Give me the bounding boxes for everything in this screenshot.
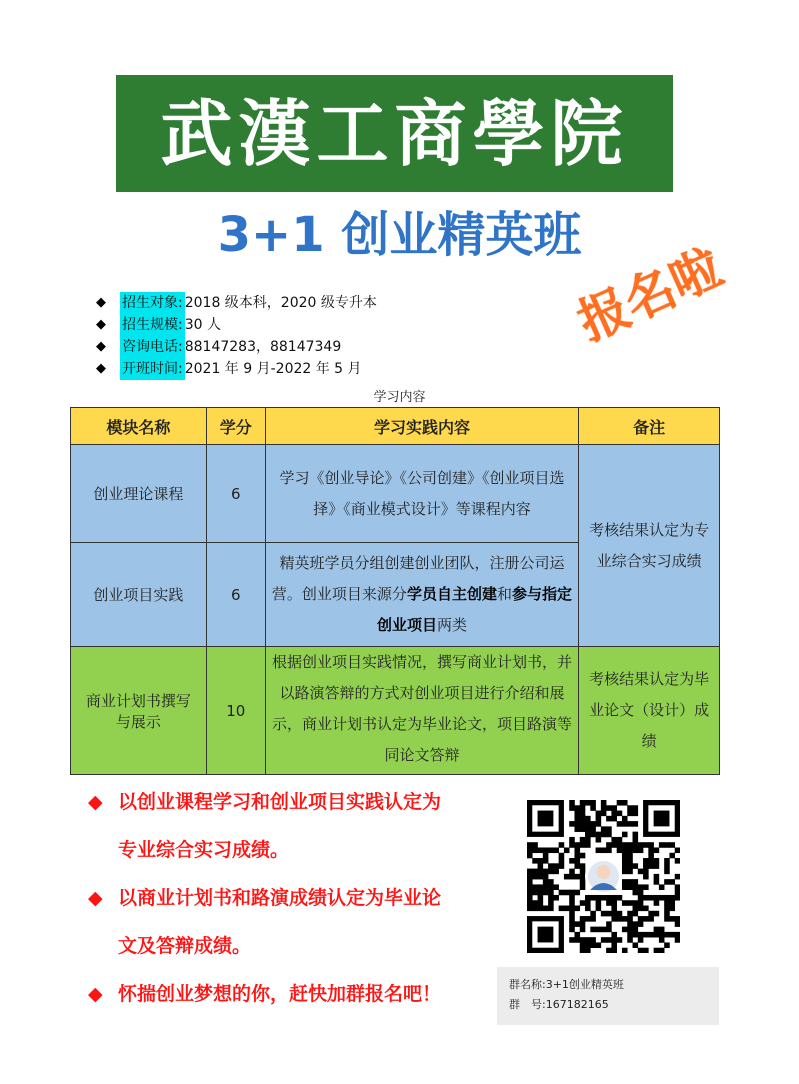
module-content: 学习《创业导论》《公司创建》《创业项目选择》《商业模式设计》等课程内容: [265, 445, 578, 543]
info-item: [96, 336, 377, 358]
column-header: 备注: [579, 408, 720, 445]
table-row: [71, 647, 720, 775]
info-label: 招生规模:: [120, 314, 185, 336]
content-bold: 参与指定创业项目: [376, 585, 572, 634]
info-item: [96, 358, 377, 380]
note-line: 专业综合实习成绩。: [118, 839, 290, 861]
column-header: 模块名称: [71, 408, 207, 445]
content-bold: 学员自主创建: [406, 585, 497, 603]
module-note: 考核结果认定为专业综合实习成绩: [579, 445, 720, 647]
note-line: [88, 970, 441, 1018]
school-name: 武漢工商學院: [160, 90, 629, 176]
group-info: [497, 967, 719, 1025]
module-credits: 6: [206, 543, 265, 647]
group-number: 群 号:167182165: [509, 998, 609, 1011]
qr-code-graphic: [527, 800, 680, 953]
curriculum-table: [70, 407, 720, 775]
column-header: 学习实践内容: [265, 408, 578, 445]
diamond-icon: ◆: [96, 317, 106, 332]
module-name: 商业计划书撰写与展示: [71, 647, 207, 775]
diamond-icon: ◆: [96, 295, 106, 310]
module-credits: 6: [206, 445, 265, 543]
note-text: 以创业课程学习和创业项目实践认定为: [118, 791, 442, 813]
info-item: [96, 292, 377, 314]
info-list: [96, 292, 377, 380]
group-name: 群名称:3+1创业精英班: [509, 978, 624, 991]
info-item: [96, 314, 377, 336]
note-text: 以商业计划书和路演成绩认定为毕业论: [118, 887, 442, 909]
table-header-row: [71, 408, 720, 445]
diamond-icon: ◆: [88, 887, 103, 909]
diamond-icon: ◆: [88, 791, 103, 813]
school-banner: [116, 75, 673, 192]
content-text: 精英班学员分组创建创业团队，注册公司运营。创业项目来源分: [271, 554, 565, 603]
module-note: 考核结果认定为毕业论文（设计）成绩: [579, 647, 720, 775]
highlight-notes: [88, 778, 441, 1018]
diamond-icon: ◆: [96, 361, 106, 376]
module-name: 创业理论课程: [71, 445, 207, 543]
qr-code-icon[interactable]: [527, 800, 680, 953]
table-row: [71, 445, 720, 543]
info-value: 88147283，88147349: [184, 339, 342, 355]
program-title: 3+1 创业精英班: [217, 207, 582, 263]
signup-stamp: 报名啦: [569, 238, 731, 352]
info-value: 2018 级本科，2020 级专升本: [184, 295, 377, 311]
table-caption: 学习内容: [373, 390, 426, 405]
info-label: 咨询电话:: [120, 336, 185, 358]
column-header: 学分: [206, 408, 265, 445]
note-line: [88, 874, 441, 922]
module-name: 创业项目实践: [71, 543, 207, 647]
note-text: 怀揣创业梦想的你，赶快加群报名吧！: [118, 983, 442, 1005]
info-label: 招生对象:: [120, 292, 185, 314]
info-value: 2021 年 9 月-2022 年 5 月: [184, 361, 362, 377]
module-content: [265, 543, 578, 647]
module-content: 根据创业项目实践情况，撰写商业计划书，并以路演答辩的方式对创业项目进行介绍和展示，商业计划书认定为毕业论文，项目路演等同论文答辩: [265, 647, 578, 775]
info-label: 开班时间:: [120, 358, 185, 380]
module-credits: 10: [206, 647, 265, 775]
diamond-icon: ◆: [88, 983, 103, 1005]
note-line: [88, 778, 441, 826]
diamond-icon: ◆: [96, 339, 106, 354]
info-value: 30 人: [184, 317, 221, 333]
note-line: 文及答辩成绩。: [118, 935, 252, 957]
content-text: 两类: [436, 616, 467, 634]
content-text: 和: [496, 585, 512, 603]
